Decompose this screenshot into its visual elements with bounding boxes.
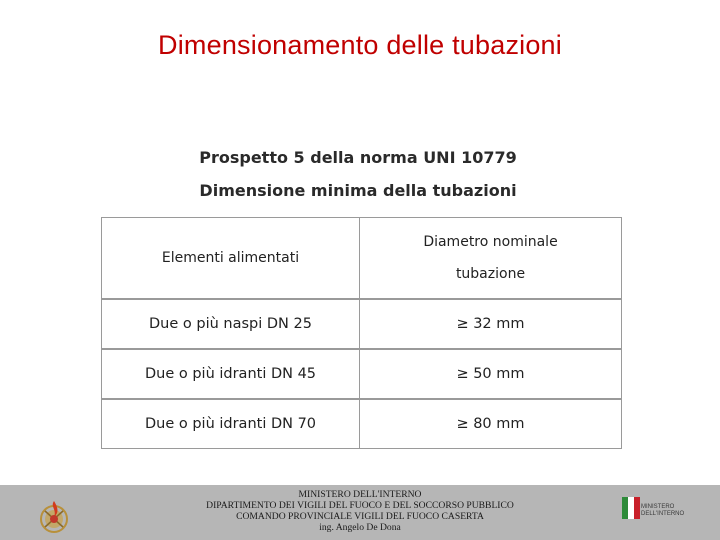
- footer-credits: [0, 489, 720, 533]
- table-row: [102, 299, 622, 349]
- footer-command: COMANDO PROVINCIALE VIGILI DEL FUOCO CASERTA: [236, 511, 484, 522]
- footer-bar: [0, 485, 720, 540]
- header-diameter: [360, 218, 622, 300]
- slide-title: Dimensionamento delle tubazioni: [158, 30, 562, 60]
- footer-author: ing. Angelo De Dona: [319, 522, 401, 533]
- row-element: Due o più naspi DN 25: [102, 299, 360, 349]
- row-diameter: ≥ 80 mm: [360, 399, 622, 449]
- footer-department: DIPARTIMENTO DEI VIGILI DEL FUOCO E DEL SOCCORSO PUBBLICO: [206, 500, 514, 511]
- table-heading-standard: Prospetto 5 della norma UNI 10779: [199, 148, 517, 167]
- pipe-dimension-table: [101, 217, 622, 449]
- row-element: Due o più idranti DN 45: [102, 349, 360, 399]
- row-diameter: ≥ 32 mm: [360, 299, 622, 349]
- table-heading-subject: Dimensione minima della tubazioni: [199, 181, 517, 200]
- header-diameter-line1: Diametro nominale: [423, 234, 558, 250]
- table-row: [102, 349, 622, 399]
- table-header-row: [102, 218, 622, 300]
- fire-brigade-emblem-icon: [35, 497, 73, 535]
- italian-flag-icon: [622, 497, 640, 519]
- row-diameter: ≥ 50 mm: [360, 349, 622, 399]
- ministry-logo-text: MINISTERO DELL'INTERNO: [641, 504, 685, 517]
- table-row: [102, 399, 622, 449]
- footer-ministry: MINISTERO DELL'INTERNO: [298, 489, 422, 500]
- header-elements: Elementi alimentati: [102, 218, 360, 300]
- row-element: Due o più idranti DN 70: [102, 399, 360, 449]
- header-diameter-line2: tubazione: [455, 266, 526, 282]
